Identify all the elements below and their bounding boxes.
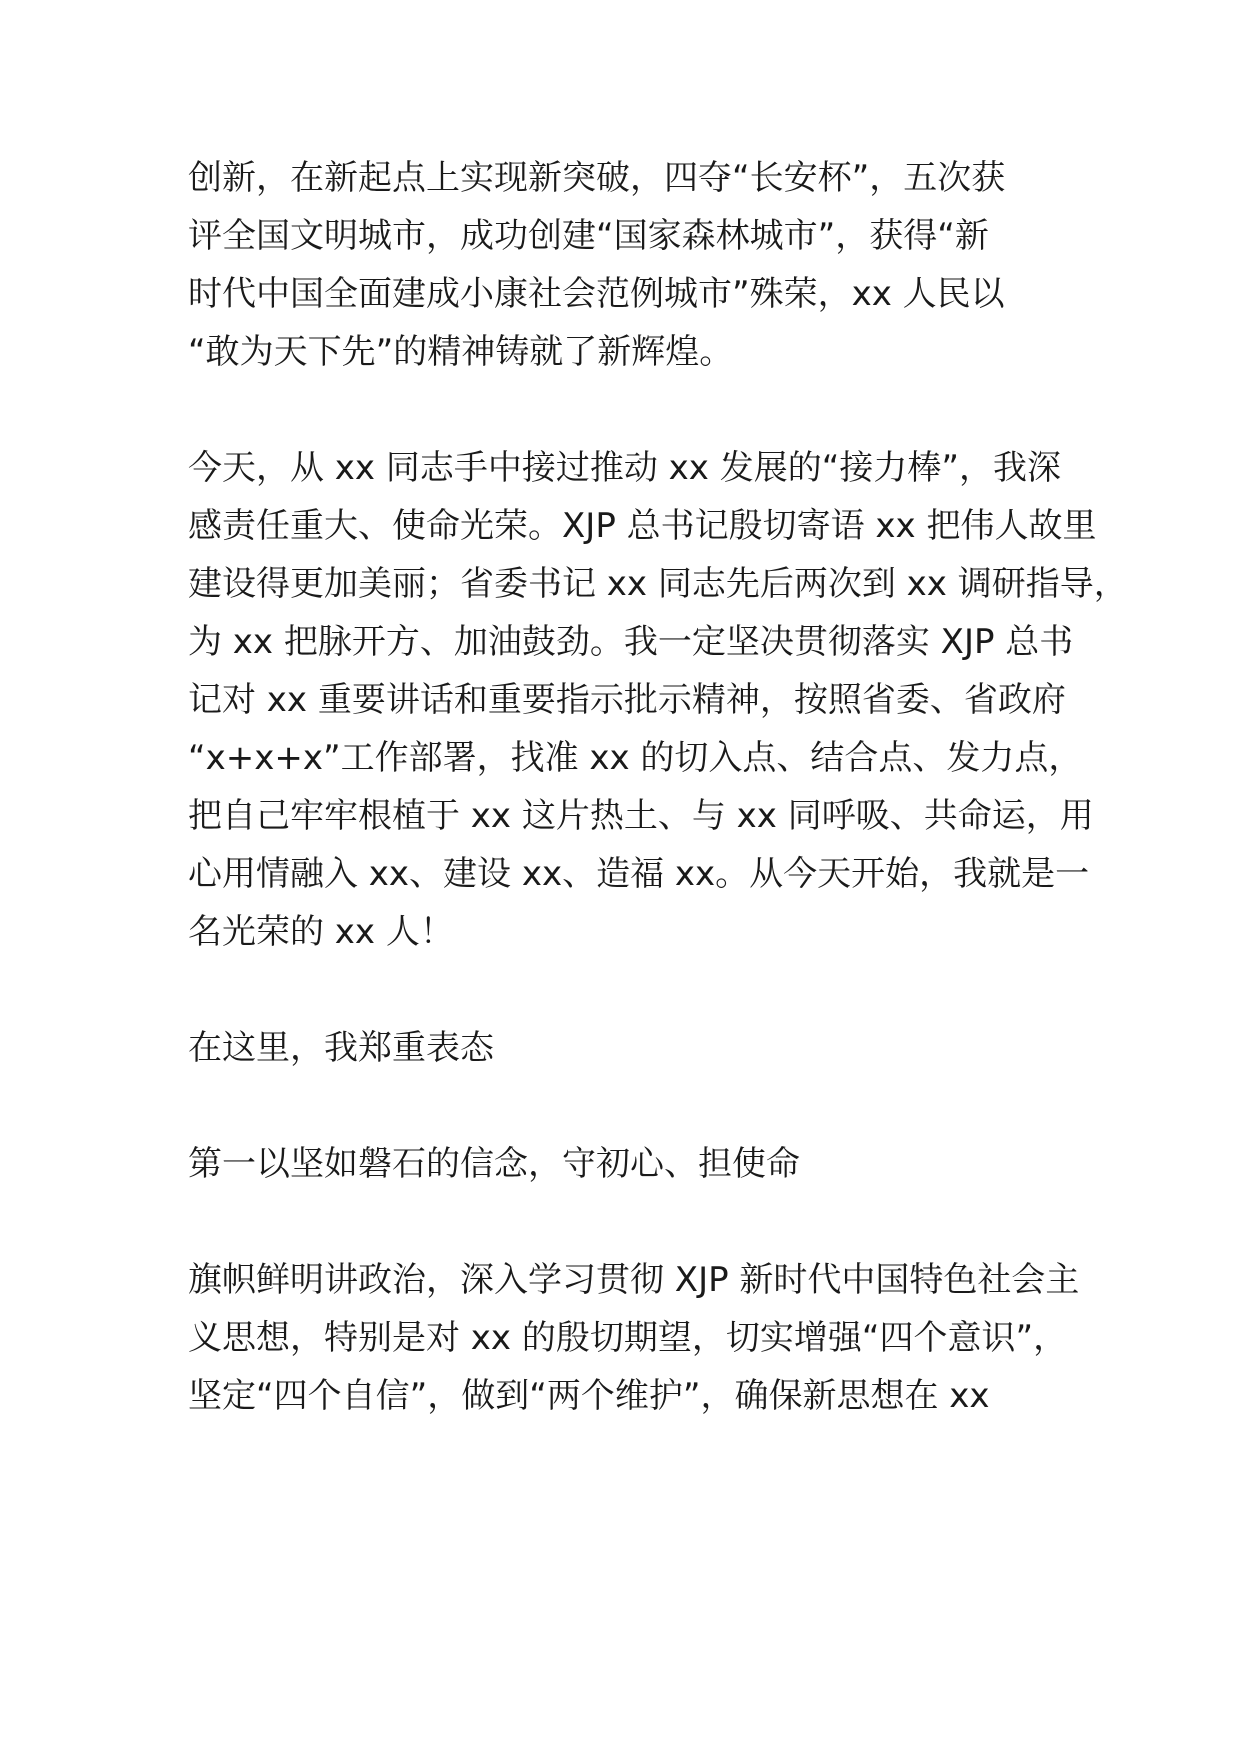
text-line: “x+x+x”工作部署，找准 xx 的切入点、结合点、发力点， (188, 738, 1083, 778)
text-line: 创新，在新起点上实现新突破，四夺“长安杯”，五次获 (188, 158, 1006, 198)
text-line: 名光荣的 xx 人！ (188, 912, 454, 952)
text-line: 把自己牢牢根植于 xx 这片热土、与 xx 同呼吸、共命运，用 (188, 796, 1094, 836)
text-line: 义思想，特别是对 xx 的殷切期望，切实增强“四个意识”， (188, 1318, 1068, 1358)
text-line: “敢为天下先”的精神铸就了新辉煌。 (188, 332, 734, 372)
text-line: 为 xx 把脉开方、加油鼓劲。我一定坚决贯彻落实 XJP 总书 (188, 622, 1074, 662)
text-line: 坚定“四个自信”，做到“两个维护”，确保新思想在 xx (188, 1376, 990, 1416)
text-line: 感责任重大、使命光荣。XJP 总书记殷切寄语 xx 把伟人故里 (188, 506, 1097, 546)
text-line: 时代中国全面建成小康社会范例城市”殊荣，xx 人民以 (188, 274, 1005, 314)
section-heading: 第一以坚如磐石的信念，守初心、担使命 (188, 1144, 800, 1184)
section-lead: 在这里，我郑重表态 (188, 1028, 494, 1068)
text-line: 记对 xx 重要讲话和重要指示批示精神，按照省委、省政府 (188, 680, 1066, 720)
text-line: 心用情融入 xx、建设 xx、造福 xx。从今天开始，我就是一 (188, 854, 1090, 894)
text-line: 建设得更加美丽；省委书记 xx 同志先后两次到 xx 调研指导， (188, 564, 1128, 604)
text-line: 评全国文明城市，成功创建“国家森林城市”，获得“新 (188, 216, 989, 256)
text-line: 今天，从 xx 同志手中接过推动 xx 发展的“接力棒”，我深 (188, 448, 1061, 488)
text-line: 旗帜鲜明讲政治，深入学习贯彻 XJP 新时代中国特色社会主 (188, 1260, 1080, 1300)
